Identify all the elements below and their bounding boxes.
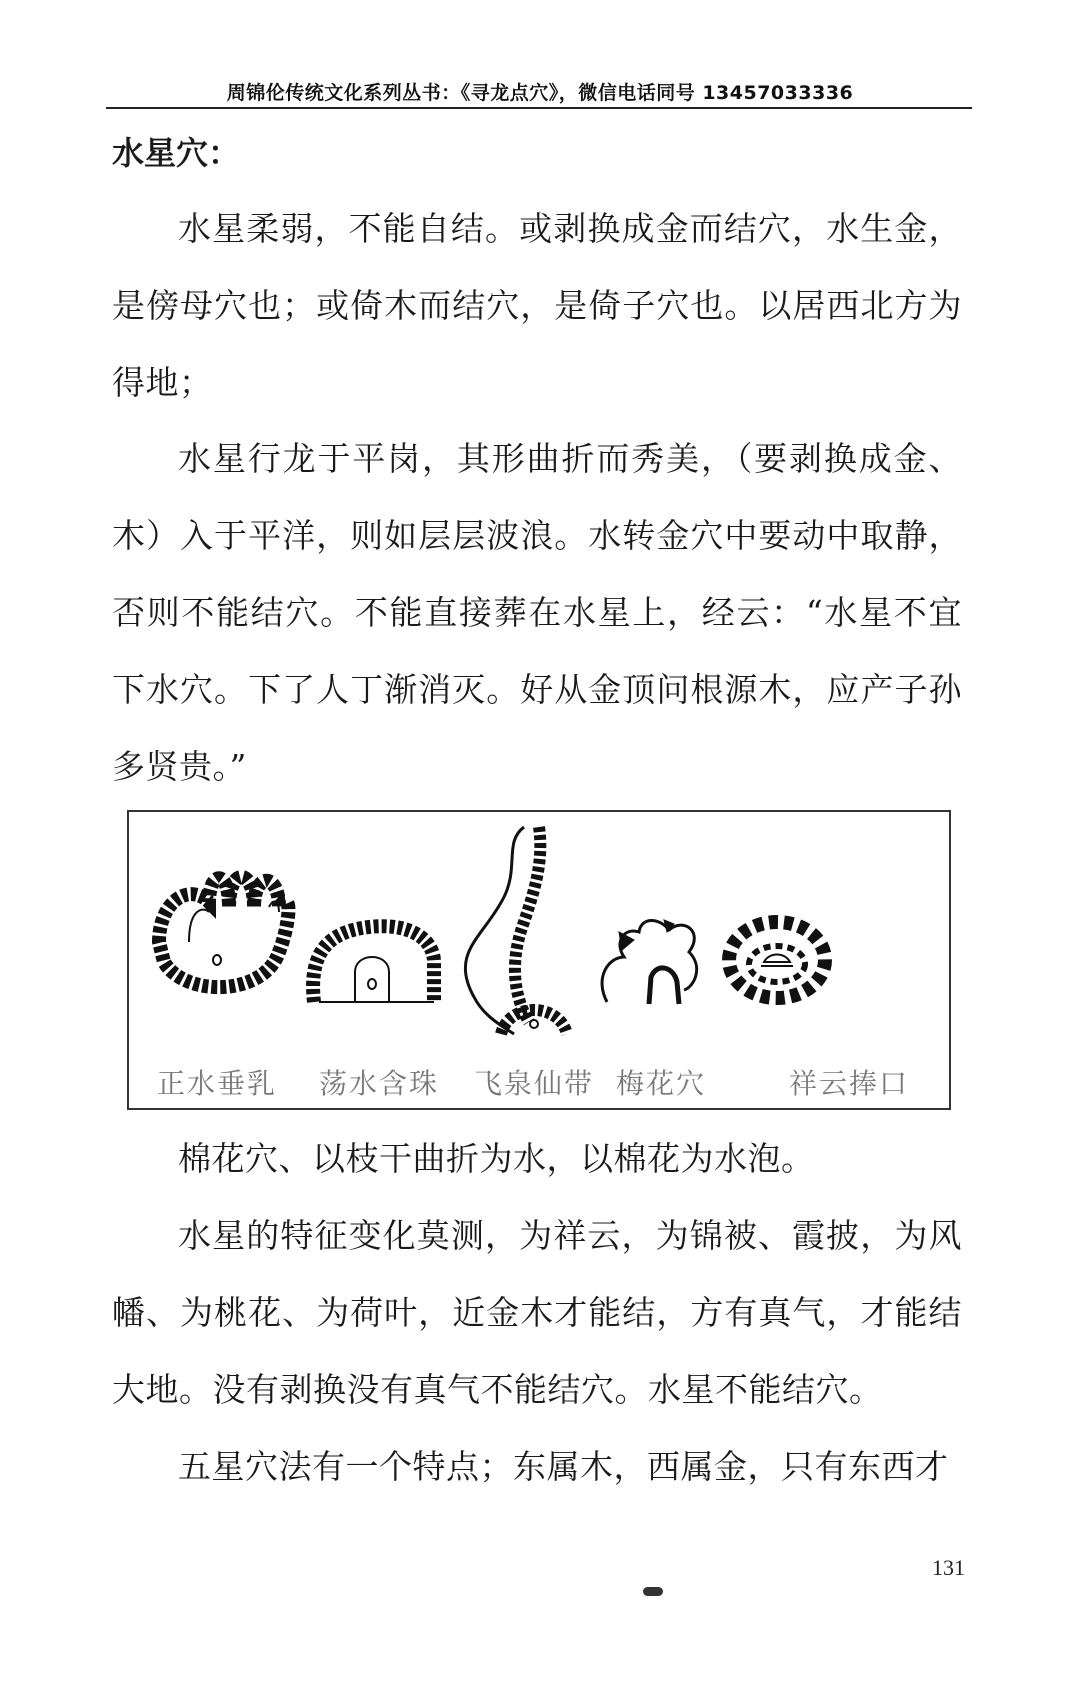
paragraph-1: 水星柔弱，不能自结。或剥换成金而结穴，水生金，是傍母穴也；或倚木而结穴，是倚子穴也。以居西北方为得地； [112, 209, 962, 402]
water-holding-pearl-icon [313, 926, 434, 1002]
flying-spring-ribbon-icon [465, 827, 567, 1034]
paragraph-2: 水星行龙于平岗，其形曲折而秀美，（要剥换成金、木）入于平洋，则如层层波浪。水转金穴中要动中取静，否则不能结穴。不能直接葬在水星上，经云：“水星不宜下水穴。下了人丁渐消灭。好从金顶问根源木，应产子孙多贤贵。” [112, 439, 962, 786]
caption-3: 飞泉仙带 [474, 1067, 595, 1100]
header-rule [106, 107, 972, 109]
water-hanging-breast-icon [159, 877, 288, 987]
paragraph-3: 棉花穴、以枝干曲折为水，以棉花为水泡。 [178, 1139, 815, 1178]
caption-4: 梅花穴 [616, 1067, 707, 1100]
section-title: 水星穴： [112, 134, 241, 172]
paragraph-5: 五星穴法有一个特点；东属木，西属金，只有东西才 [178, 1447, 949, 1486]
caption-5: 祥云捧口 [789, 1067, 910, 1100]
plum-blossom-icon [602, 920, 697, 1004]
caption-1: 正水垂乳 [157, 1067, 278, 1100]
scan-speck [643, 1587, 663, 1596]
paragraph-4: 水星的特征变化莫测，为祥云，为锦被、霞披，为风幡、为桃花、为荷叶，近金木才能结，方有真气，才能结大地。没有剥换没有真气不能结穴。水星不能结穴。 [112, 1216, 962, 1409]
water-star-figure [127, 810, 951, 1110]
caption-2: 荡水含珠 [319, 1067, 440, 1100]
running-header: 周锦伦传统文化系列丛书：《寻龙点穴》，微信电话同号 13457033336 [226, 82, 854, 104]
auspicious-cloud-icon [729, 922, 825, 998]
page-number: 131 [932, 1555, 965, 1580]
